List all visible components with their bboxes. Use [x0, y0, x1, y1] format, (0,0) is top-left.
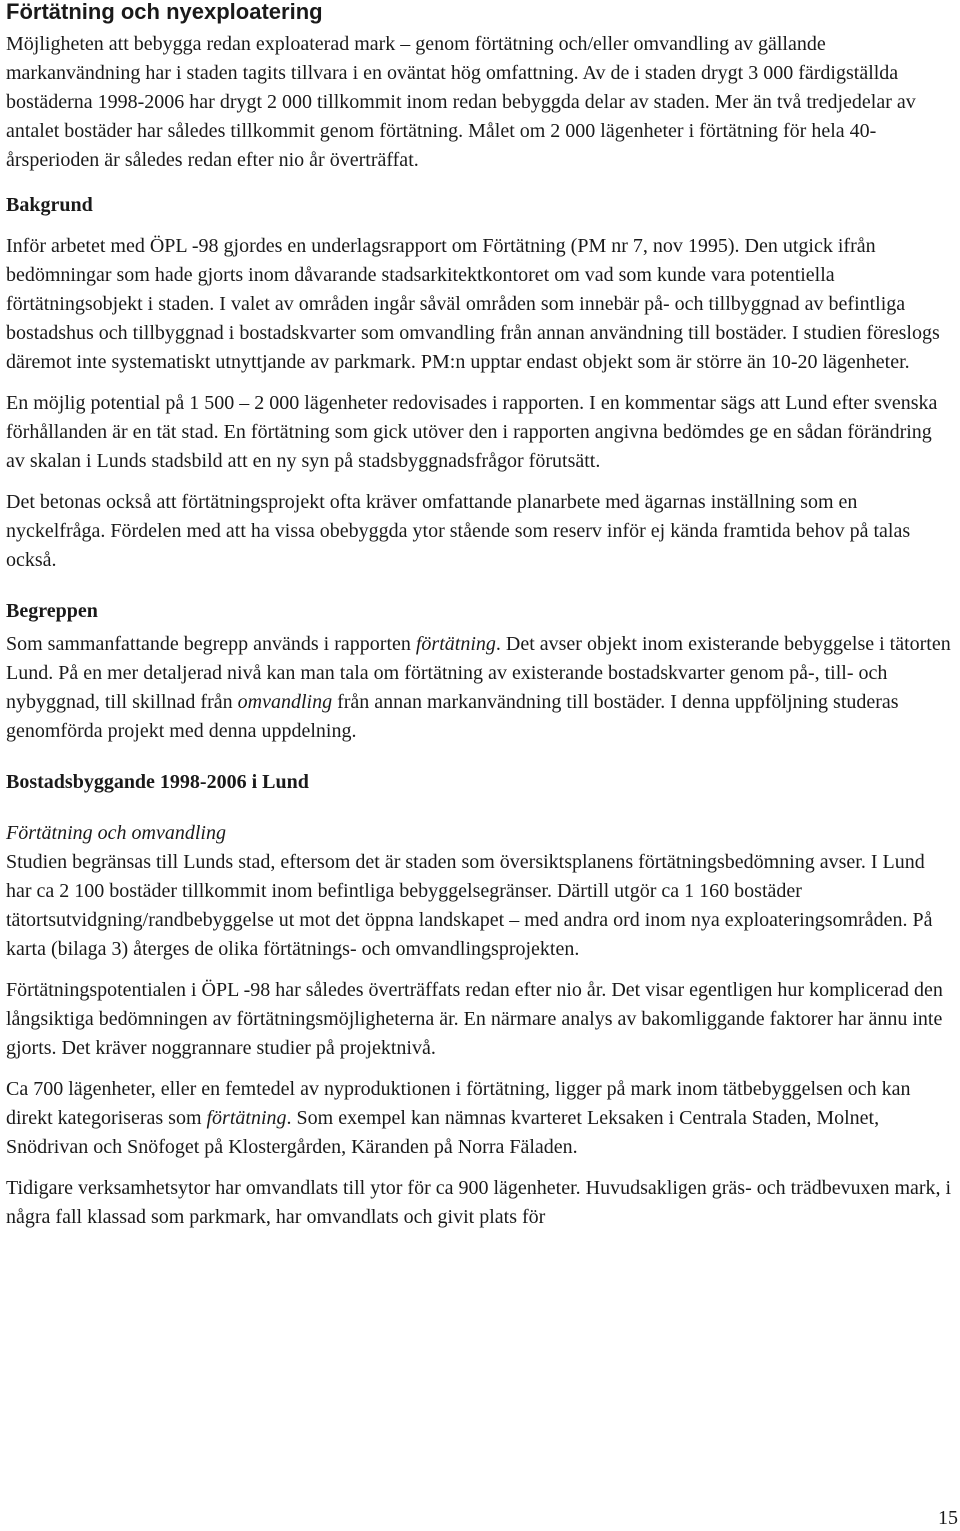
page-number: 15 — [938, 1507, 958, 1529]
begreppen-text-c: från annan markanvändning till bostäder. I denna uppföljning studeras genomförda projekt med denna uppdelning. — [6, 691, 899, 742]
begreppen-text-a: Som sammanfattande begrepp används i rapporten — [6, 633, 416, 655]
bostadsbyggande-paragraph-1: Studien begränsas till Lunds stad, eftersom det är staden som översiktsplanens förtätningsbedömning avser. I Lund har ca 2 100 bostäder tillkommit inom befintliga bebyggelsegränser. Därtill utgör ca 1 160 bostäder tätortsutvidgning/randbebyggelse ut mot det öppna landskapet – med andra ord inom nya exploateringsområden. På karta (bilaga 3) återges de olika förtätnings- och omvandlingsprojekten. — [6, 851, 933, 960]
bakgrund-paragraph-2: En möjlig potential på 1 500 – 2 000 lägenheter redovisades i rapporten. I en kommentar sägs att Lund efter svenska förhållanden är en tät stad. En förtätning som gick utöver den i rapporten angivna bedömdes ge en sådan förändring av skalan i Lunds stadsbild att en ny syn på stadsbyggnadsfrågor förutsätt. — [6, 392, 938, 472]
term-omvandling: omvandling — [237, 691, 333, 713]
subsection-heading: Förtätning och omvandling — [6, 822, 226, 844]
document-page — [6, 0, 954, 1232]
bostadsbyggande-paragraph-4: Tidigare verksamhetsytor har omvandlats till ytor för ca 900 lägenheter. Huvudsakligen gräs- och trädbevuxen mark, i några fall klassad som parkmark, har omvandlats och givit plats för — [6, 1177, 952, 1228]
begreppen-text-b: . Det avser objekt inom existerande bebyggelse i tätorten Lund. På en mer detaljerad nivå kan man tala om förtätning av existerande bostadskvarter genom på-, till- och nybyggnad, till skillnad från — [6, 633, 951, 713]
intro-paragraph: Möjligheten att bebygga redan exploaterad mark – genom förtätning och/eller omvandling av gällande markanvändning har i staden tagits tillvara i en oväntat hög omfattning. Av de i staden drygt 3 000 färdigställda bostäderna 1998-2006 har drygt 2 000 tillkommit inom redan bebyggda delar av staden. Mer än två tredjedelar av antalet bostäder har således tillkommit genom förtätning. Målet om 2 000 lägenheter i förtätning för hela 40-årsperioden är således redan efter nio år överträffat. — [6, 33, 916, 171]
bostadsbyggande-p3-text-b: . Som exempel kan nämnas kvarteret Leksaken i Centrala Staden, Molnet, Snödrivan och Snöfoget på Klostergården, Käranden på Norra Fäladen. — [6, 1107, 880, 1158]
bostadsbyggande-p3-text-a: Ca 700 lägenheter, eller en femtedel av nyproduktionen i förtätning, ligger på mark inom tätbebyggelsen och kan direkt kategoriseras som — [6, 1078, 911, 1129]
bakgrund-paragraph-1: Inför arbetet med ÖPL -98 gjordes en underlagsrapport om Förtätning (PM nr 7, nov 1995). Den utgick ifrån bedömningar som hade gjorts inom dåvarande stadsarkitektkontoret om vad som kunde vara potentiella förtätningsobjekt i staden. I valet av områden ingår såväl områden som innebär på- och tillbyggnad av befintliga bostadshus och tillbyggnad i bostadskvarter som omvandling från annan användning till bostäder. I studien föreslogs däremot inte systematiskt utnyttjande av parkmark. PM:n upptar endast objekt som är större än 10-20 lägenheter. — [6, 235, 940, 373]
begreppen-paragraph — [6, 630, 954, 746]
section-heading-bakgrund: Bakgrund — [6, 194, 93, 216]
section-heading-bostadsbyggande: Bostadsbyggande 1998-2006 i Lund — [6, 771, 309, 793]
bakgrund-paragraph-3: Det betonas också att förtätningsprojekt ofta kräver omfattande planarbete med ägarnas inställning som en nyckelfråga. Fördelen med att ha vissa obebyggda ytor stående som reserv inför ej kända framtida behov på talas också. — [6, 491, 911, 571]
section-heading-begreppen: Begreppen — [6, 600, 98, 622]
bostadsbyggande-paragraph-2: Förtätningspotentialen i ÖPL -98 har således överträffats redan efter nio år. Det visar egentligen hur komplicerad den långsiktiga bedömningen av förtätningsmöjligheterna är. En närmare analys av bakomliggande faktorer har ännu inte gjorts. Det kräver noggrannare studier på projektnivå. — [6, 979, 943, 1059]
term-fortatning: förtätning — [415, 633, 496, 655]
page-heading: Förtätning och nyexploatering — [6, 0, 323, 24]
bostadsbyggande-paragraph-3 — [6, 1075, 954, 1162]
term-fortatning-2: förtätning — [206, 1107, 287, 1129]
